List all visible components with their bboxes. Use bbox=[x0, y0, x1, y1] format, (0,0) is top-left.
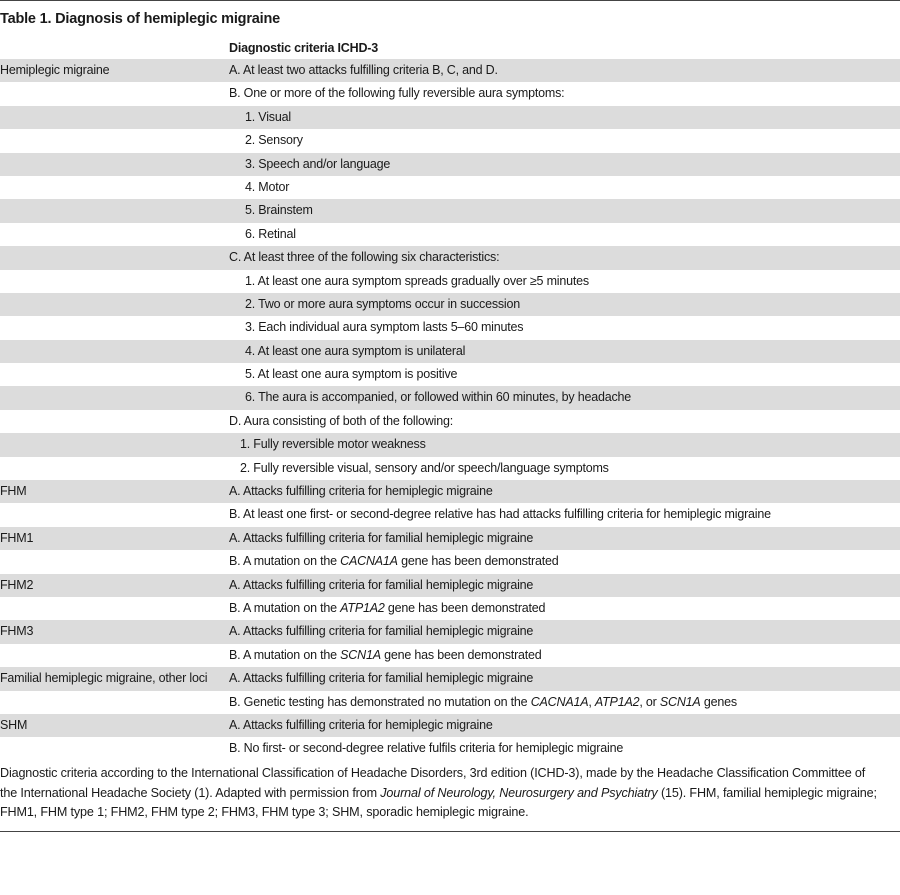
row-criterion: B. At least one first- or second-degree relative has had attacks fulfilling criteria for hemiplegic migraine bbox=[229, 507, 771, 522]
footnote-text-pre: Diagnostic criteria according to the International Classification of Headache Disorders, 3rd edition (ICHD-3), made by the Headache Classification Committee of the International Headache Society (1). Adapted with permission from bbox=[0, 766, 866, 800]
criterion-text: , bbox=[588, 694, 595, 709]
table-row bbox=[0, 410, 900, 433]
row-criterion: 1. At least one aura symptom spreads gradually over ≥5 minutes bbox=[245, 273, 589, 288]
criterion-text: gene has been demonstrated bbox=[380, 647, 542, 662]
row-criterion: A. Attacks fulfilling criteria for hemiplegic migraine bbox=[229, 717, 493, 732]
top-rule bbox=[0, 0, 900, 1]
table-row bbox=[0, 199, 900, 222]
gene-name: SCN1A bbox=[340, 647, 381, 662]
table-title: Table 1. Diagnosis of hemiplegic migraine bbox=[0, 11, 280, 27]
row-label: FHM2 bbox=[0, 577, 34, 592]
table-row bbox=[0, 106, 900, 129]
row-criterion: A. Attacks fulfilling criteria for familial hemiplegic migraine bbox=[229, 577, 534, 592]
row-criterion: 3. Speech and/or language bbox=[245, 156, 391, 171]
row-criterion: 4. Motor bbox=[245, 179, 290, 194]
row-label: Familial hemiplegic migraine, other loci bbox=[0, 671, 208, 686]
row-criterion: 4. At least one aura symptom is unilateral bbox=[245, 343, 466, 358]
table-row bbox=[0, 340, 900, 363]
table-row bbox=[0, 386, 900, 409]
gene-name: ATP1A2 bbox=[594, 694, 640, 709]
row-criterion: A. Attacks fulfilling criteria for familial hemiplegic migraine bbox=[229, 671, 534, 686]
table-row bbox=[0, 82, 900, 105]
table-row bbox=[0, 270, 900, 293]
row-criterion: A. At least two attacks fulfilling criteria B, C, and D. bbox=[229, 63, 498, 77]
row-criterion bbox=[229, 644, 542, 667]
table-row bbox=[0, 597, 900, 620]
table-row bbox=[0, 433, 900, 456]
criterion-text: B. A mutation on the bbox=[229, 647, 341, 662]
table-row bbox=[0, 737, 900, 760]
criterion-text: B. A mutation on the bbox=[229, 600, 341, 615]
criterion-text: gene has been demonstrated bbox=[397, 554, 559, 569]
row-label: FHM3 bbox=[0, 624, 34, 639]
row-criterion: 5. At least one aura symptom is positive bbox=[245, 367, 458, 382]
criterion-text: B. A mutation on the bbox=[229, 554, 341, 569]
table-row bbox=[0, 59, 900, 82]
table-row bbox=[0, 153, 900, 176]
row-label: FHM1 bbox=[0, 530, 34, 545]
row-criterion: A. Attacks fulfilling criteria for familial hemiplegic migraine bbox=[229, 624, 534, 639]
table-row bbox=[0, 246, 900, 269]
table-row bbox=[0, 480, 900, 503]
row-criterion: 2. Fully reversible visual, sensory and/or speech/language symptoms bbox=[240, 460, 609, 475]
criteria-table bbox=[0, 37, 900, 761]
criterion-text: B. Genetic testing has demonstrated no mutation on the bbox=[229, 694, 531, 709]
row-criterion: C. At least three of the following six characteristics: bbox=[229, 250, 500, 265]
row-criterion: A. Attacks fulfilling criteria for familial hemiplegic migraine bbox=[229, 530, 534, 545]
table-row bbox=[0, 363, 900, 386]
table-row bbox=[0, 620, 900, 643]
table-row bbox=[0, 316, 900, 339]
row-criterion: 5. Brainstem bbox=[245, 203, 313, 218]
row-label: Hemiplegic migraine bbox=[0, 63, 110, 77]
table-row bbox=[0, 691, 900, 714]
row-criterion: 1. Visual bbox=[245, 109, 291, 124]
table-row bbox=[0, 644, 900, 667]
table-row bbox=[0, 223, 900, 246]
criterion-text: , or bbox=[639, 694, 660, 709]
gene-name: SCN1A bbox=[659, 694, 701, 709]
criterion-text: genes bbox=[700, 694, 737, 709]
table-body bbox=[0, 59, 900, 761]
gene-name: CACNA1A bbox=[530, 694, 589, 709]
row-criterion: D. Aura consisting of both of the following: bbox=[229, 413, 453, 428]
table-row bbox=[0, 457, 900, 480]
row-criterion: 6. The aura is accompanied, or followed within 60 minutes, by headache bbox=[245, 390, 632, 405]
row-criterion: 3. Each individual aura symptom lasts 5–60 minutes bbox=[245, 320, 524, 335]
row-criterion: 6. Retinal bbox=[245, 226, 296, 241]
table-row bbox=[0, 293, 900, 316]
footnote-text-post: (15). FHM, familial hemiplegic migraine; FHM1, FHM type 1; FHM2, FHM type 2; FHM3, FHM type 3; SHM, sporadic hemiplegic migraine. bbox=[0, 785, 877, 819]
row-criterion: 2. Sensory bbox=[245, 133, 303, 148]
table-row bbox=[0, 667, 900, 690]
gene-name: ATP1A2 bbox=[340, 600, 385, 615]
criterion-text: gene has been demonstrated bbox=[384, 600, 546, 615]
column-header: Diagnostic criteria ICHD-3 bbox=[229, 41, 379, 55]
table-row bbox=[0, 176, 900, 199]
row-criterion: 2. Two or more aura symptoms occur in succession bbox=[245, 296, 521, 311]
table-row bbox=[0, 574, 900, 597]
row-criterion bbox=[229, 550, 559, 573]
row-criterion: A. Attacks fulfilling criteria for hemiplegic migraine bbox=[229, 484, 493, 499]
table-row bbox=[0, 503, 900, 526]
table-row bbox=[0, 527, 900, 550]
row-label: FHM bbox=[0, 484, 27, 499]
row-criterion: 1. Fully reversible motor weakness bbox=[240, 437, 426, 452]
row-criterion: B. No first- or second-degree relative fulfils criteria for hemiplegic migraine bbox=[229, 741, 624, 756]
table-header-row bbox=[0, 37, 900, 59]
bottom-rule bbox=[0, 831, 900, 832]
table-row bbox=[0, 129, 900, 152]
table-footnote bbox=[0, 764, 880, 823]
footnote-journal: Journal of Neurology, Neurosurgery and Psychiatry bbox=[380, 785, 658, 800]
row-criterion: B. One or more of the following fully reversible aura symptoms: bbox=[229, 86, 565, 101]
row-label: SHM bbox=[0, 717, 28, 732]
row-criterion bbox=[229, 691, 737, 714]
row-criterion bbox=[229, 597, 545, 620]
table-row bbox=[0, 550, 900, 573]
gene-name: CACNA1A bbox=[340, 554, 398, 569]
table-row bbox=[0, 714, 900, 737]
